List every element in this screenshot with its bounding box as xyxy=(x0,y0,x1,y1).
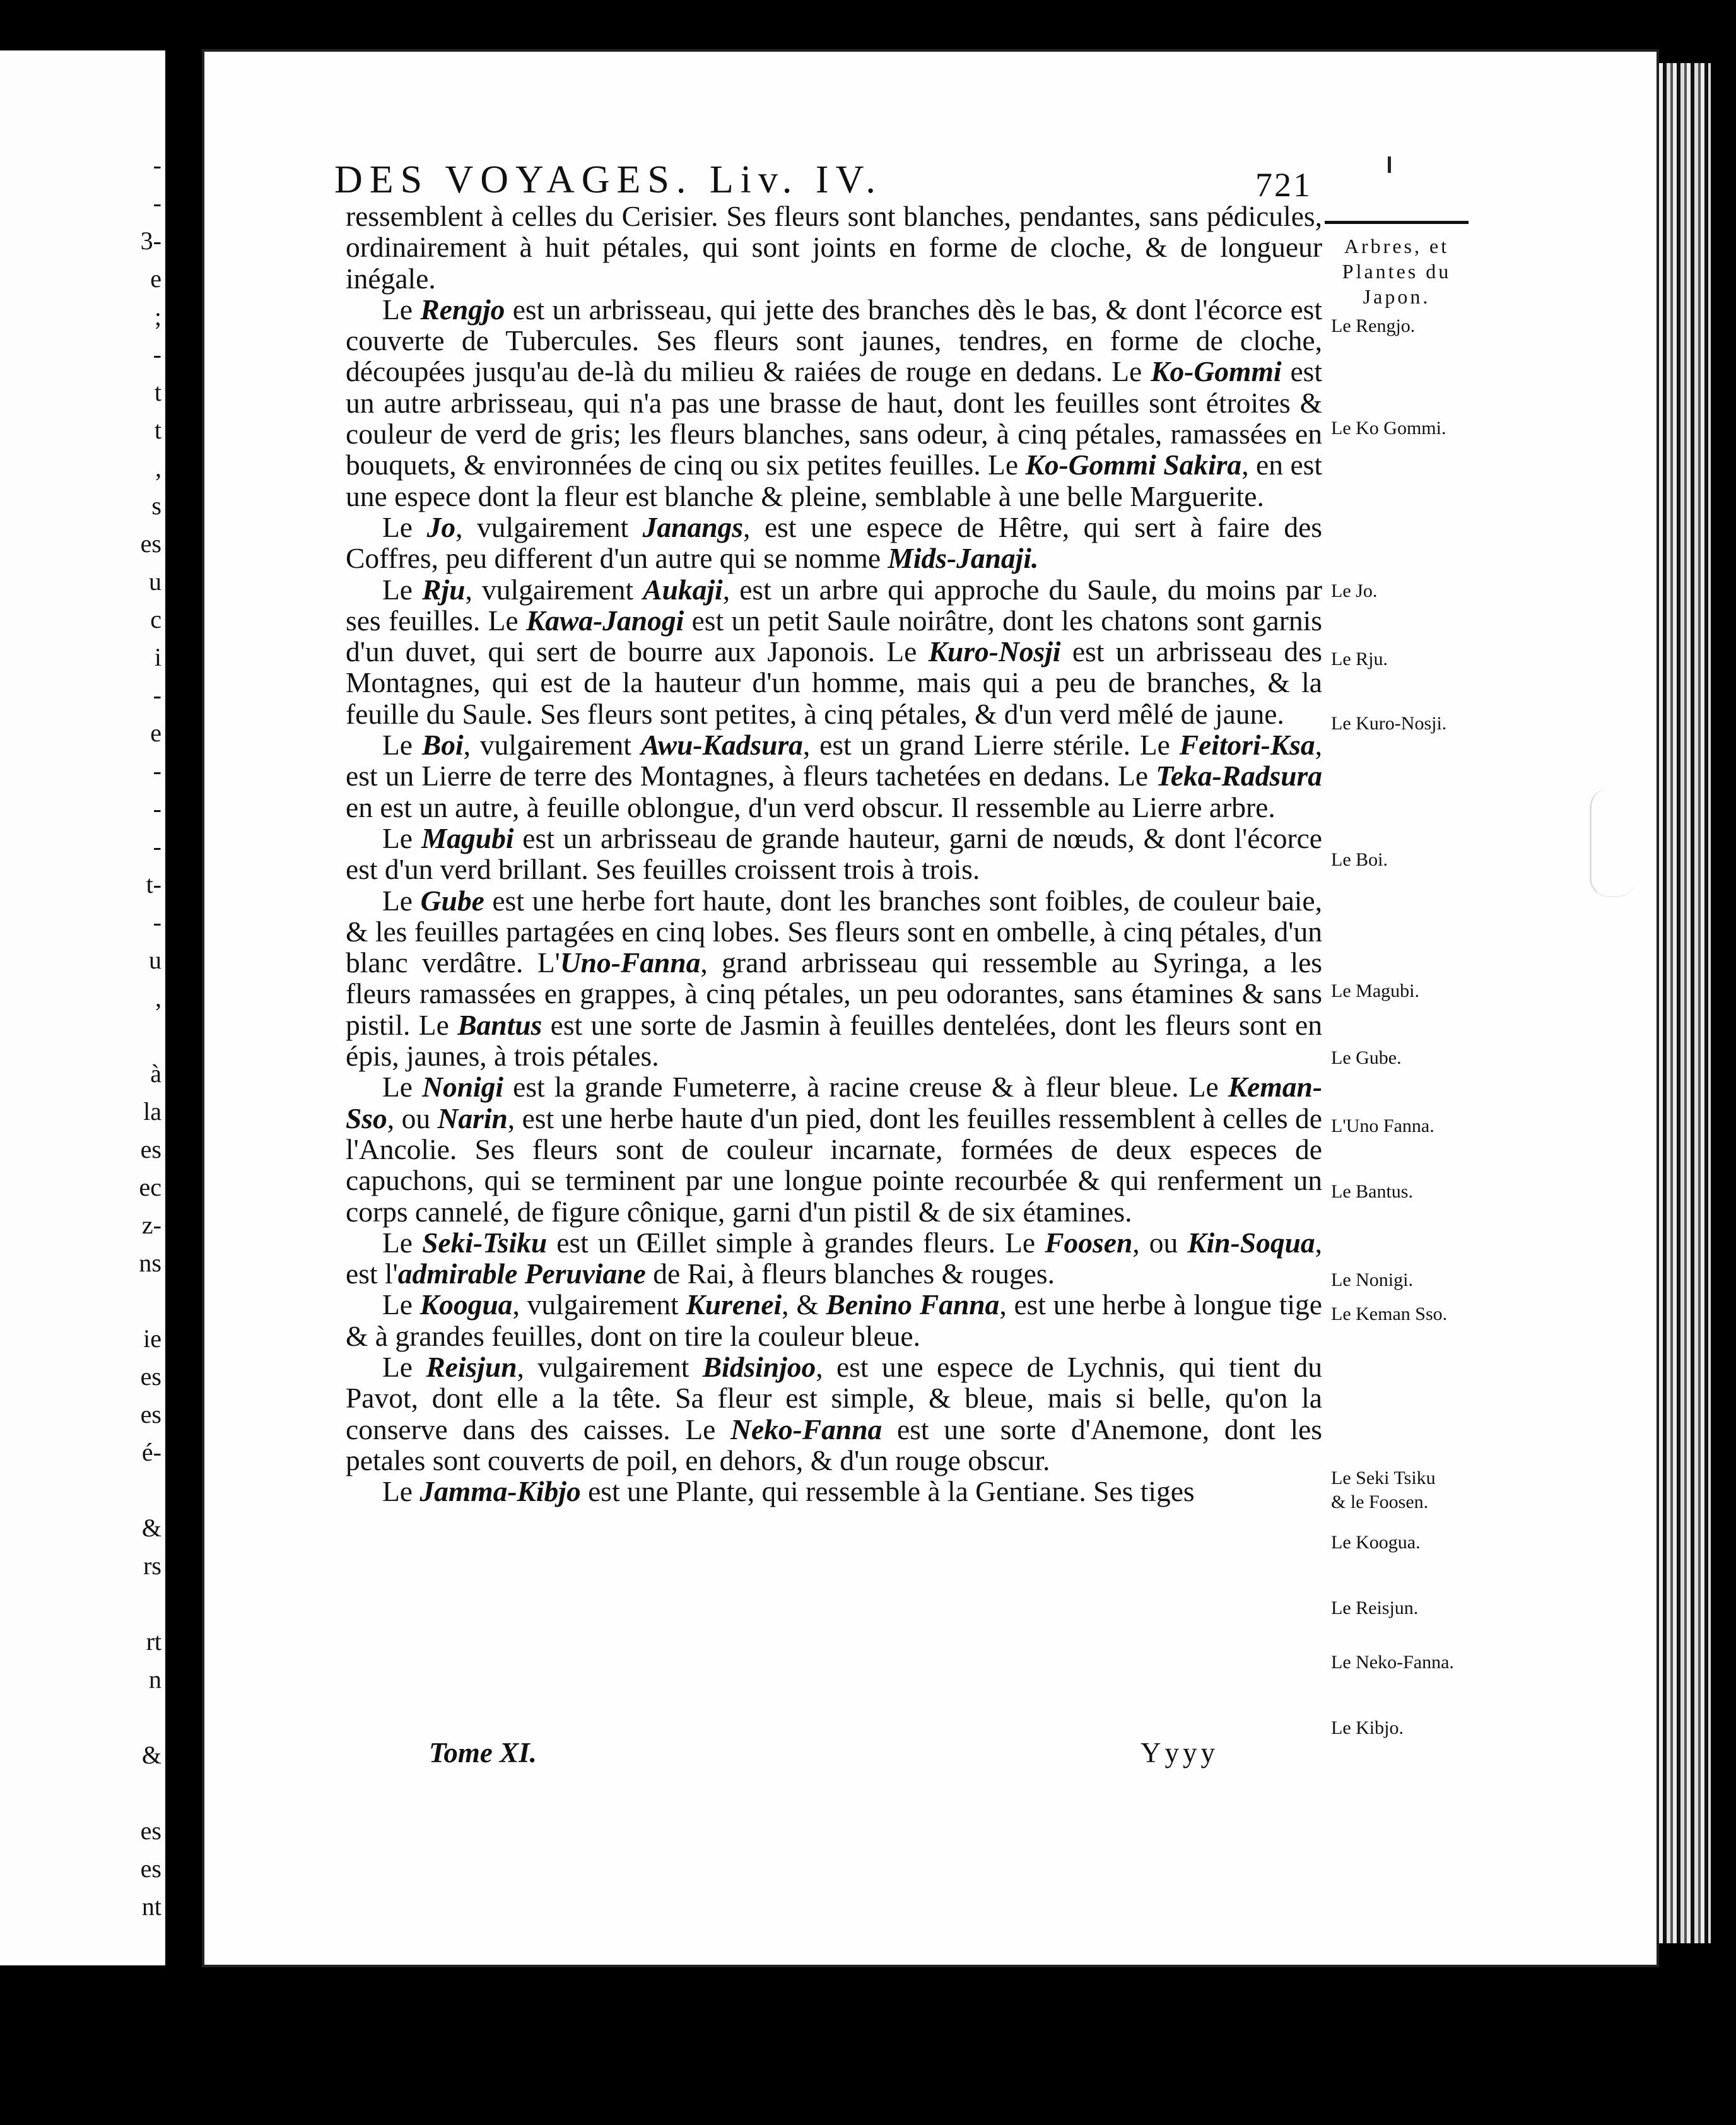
body-text xyxy=(346,201,1322,1507)
paragraph: Le Gube est une herbe fort haute, dont les branches sont foibles, de couleur baie, & les feuilles partagées en cinq lobes. Ses fleurs sont en ombelle, à cinq pétales, d'un blanc verdâtre. L'Uno-Fanna, grand arbrisseau qui ressemble au Syringa, a les fleurs ramassées en grappes, à cinq pétales, un peu odorantes, sans étamines & sans pistil. Le Bantus est une sorte de Jasmin à feuilles dentelées, dont les fleurs sont en épis, jaunes, à trois pétales. xyxy=(346,884,1323,1073)
margin-note: Le Rju. xyxy=(1331,649,1388,669)
margin-note: Le Bantus. xyxy=(1331,1181,1413,1202)
paragraph: Le Koogua, vulgairement Kurenei, & Benino Fanna, est une herbe à longue tige & à grandes feuilles, dont on tire la couleur bleue. xyxy=(346,1288,1322,1352)
facing-page-fragment: e xyxy=(150,264,161,293)
running-head: DES VOYAGES. Liv. IV. xyxy=(334,158,883,201)
facing-page-fragment: u xyxy=(149,946,161,974)
facing-page-fragment: - xyxy=(153,189,161,217)
facing-page-fragment: t xyxy=(154,416,161,444)
margin-note: Le Ko Gommi. xyxy=(1331,418,1446,439)
facing-page-fragment: & xyxy=(141,1514,161,1542)
facing-page-fragment: - xyxy=(153,151,161,179)
facing-page-fragment: 3- xyxy=(140,227,161,255)
paragraph: Le Rengjo est un arbrisseau, qui jette des branches dès le bas, & dont l'écorce est couverte de Tubercules. Ses fleurs sont jaunes, tendres, en forme de cloche, découpées jusqu'au de-là du milieu & raiées de rouge en dedans. Le Ko-Gommi est un autre arbrisseau, qui n'a pas une brasse de haut, dont les feuilles sont étroites & couleur de verd de gris; les fleurs blanches, sans odeur, à cinq pétales, ramassées en bouquets, & environnées de cinq ou six petites feuilles. Le Ko-Gommi Sakira, en est une espece dont la fleur est blanche & pleine, semblable à une belle Marguerite. xyxy=(346,293,1322,512)
paragraph: Le Boi, vulgairement Awu-Kadsura, est un grand Lierre stérile. Le Feitori-Ksa, est un Lierre de terre des Montagnes, à fleurs tachetées en dedans. Le Teka-Radsura en est un autre, à feuille oblongue, d'un verd obscur. Il ressemble au Lierre arbre. xyxy=(346,729,1322,823)
facing-page-fragment: , xyxy=(155,454,161,482)
margin-note: Le Koogua. xyxy=(1331,1532,1421,1553)
facing-page-fragment: - xyxy=(153,756,161,785)
facing-page-fragment: ec xyxy=(139,1173,161,1201)
paragraph: Le Magubi est un arbrisseau de grande hauteur, garni de nœuds, & dont l'écorce est d'un verd brillant. Ses feuilles croissent trois à trois. xyxy=(346,821,1322,886)
paragraph: Le Jo, vulgairement Janangs, est une espece de Hêtre, qui sert à faire des Coffres, peu different d'un autre qui se nomme Mids-Janaji. xyxy=(346,510,1323,575)
paragraph: Le Reisjun, vulgairement Bidsinjoo, est une espece de Lychnis, qui tient du Pavot, dont elle a la tête. Sa fleur est simple, & bleue, mais si belle, qu'on la conserve dans des caisses. Le Neko-Fanna est une sorte d'Anemone, dont les petales sont couverts de poil, en dehors, & d'un rouge obscur. xyxy=(346,1350,1322,1476)
side-heading: Arbres, et Plantes du Japon. xyxy=(1342,235,1452,308)
facing-page-fragment: à xyxy=(150,1059,161,1088)
paragraph: Le Nonigi est la grande Fumeterre, à racine creuse & à fleur bleue. Le Keman-Sso, ou Narin, est une herbe haute d'un pied, dont les feuilles ressemblent à celles de l'Ancolie. Ses fleurs sont de couleur incarnate, formées de deux especes de capuchons, qui se terminent par une longue pointe recourbée & qui renferment un corps cannelé, de figure cônique, garni d'un pistil & de six étamines. xyxy=(346,1071,1323,1228)
facing-page-fragment: es xyxy=(140,1135,161,1163)
margin-note: L'Uno Fanna. xyxy=(1331,1115,1434,1136)
margin-note: Le Jo. xyxy=(1331,580,1378,601)
margin-note: Le Neko-Fanna. xyxy=(1331,1652,1454,1673)
facing-page-fragment: t xyxy=(154,378,161,406)
gutter xyxy=(165,0,202,2125)
margin-note: Le Magubi. xyxy=(1331,980,1419,1001)
ink-mark xyxy=(1388,156,1391,173)
facing-page-fragment: es xyxy=(140,1816,161,1845)
facing-page-fragment: es xyxy=(140,1362,161,1391)
facing-page-fragment: & xyxy=(141,1741,161,1769)
facing-page-fragment: rt xyxy=(146,1627,161,1656)
facing-page-fragment: , xyxy=(155,984,161,1012)
facing-page-fragment: - xyxy=(153,794,161,823)
paragraph: ressemblent à celles du Cerisier. Ses fleurs sont blanches, pendantes, sans pédicules, ordinairement à huit pétales, qui sont joints en forme de cloche, & de longueur inégale. xyxy=(346,200,1322,295)
facing-page-fragment: ; xyxy=(154,302,161,331)
facing-page-fragment: rs xyxy=(143,1551,161,1580)
facing-page-fragment: s xyxy=(151,492,161,520)
margin-note: Le Nonigi. xyxy=(1331,1269,1413,1290)
page-number: 721 xyxy=(1255,166,1312,204)
facing-page-fragment: z- xyxy=(141,1211,161,1239)
facing-page-fragment: i xyxy=(154,643,161,671)
facing-page-fragment: é- xyxy=(141,1438,161,1466)
facing-page-fragment: ie xyxy=(143,1324,161,1353)
margin-note: Le Gube. xyxy=(1331,1047,1402,1068)
facing-page-fragment: - xyxy=(153,340,161,368)
footer-tome: Tome XI. xyxy=(429,1737,537,1769)
show-through-mark xyxy=(1590,789,1636,897)
facing-page-fragment: - xyxy=(153,908,161,936)
paragraph: Le Jamma-Kibjo est une Plante, qui ressemble à la Gentiane. Ses tiges xyxy=(382,1475,1195,1508)
facing-page-strip xyxy=(0,50,165,1965)
facing-page-fragment: c xyxy=(150,605,161,633)
facing-page-fragment: t- xyxy=(146,870,161,898)
facing-page-fragment: - xyxy=(153,681,161,709)
margin-note: Le Kuro-Nosji. xyxy=(1331,713,1447,734)
facing-page-fragment: la xyxy=(143,1097,161,1126)
facing-page-fragment: es xyxy=(140,1400,161,1428)
facing-page-fragment: es xyxy=(140,529,161,558)
paragraph: Le Rju, vulgairement Aukaji, est un arbre qui approche du Saule, du moins par ses feuilles. Le Kawa-Janogi est un petit Saule noirâtre, dont les chatons sont garnis d'un duvet, qui sert de bourre aux Japonois. Le Kuro-Nosji est un arbrisseau des Montagnes, qui est de la hauteur d'un homme, mais qui a peu de branches, & la feuille du Saule. Ses fleurs sont petites, à cinq pétales, & d'un verd mêlé de jaune. xyxy=(346,573,1323,730)
facing-page-fragment: n xyxy=(149,1665,161,1693)
header-rule xyxy=(1325,221,1469,224)
margin-note: Le Reisjun. xyxy=(1331,1598,1419,1618)
facing-page-fragment: u xyxy=(149,567,161,596)
facing-page-fragment: ns xyxy=(139,1249,161,1277)
margin-note: Le Boi. xyxy=(1331,849,1388,870)
facing-page-fragment: nt xyxy=(141,1892,161,1921)
margin-note: Le Rengjo. xyxy=(1331,315,1416,336)
facing-page-fragment: - xyxy=(153,832,161,861)
paragraph: Le Seki-Tsiku est un Œillet simple à grandes fleurs. Le Foosen, ou Kin-Soqua, est l'admirable Peruviane de Rai, à fleurs blanches & rouges. xyxy=(346,1226,1322,1290)
margin-note: Le Seki Tsiku xyxy=(1331,1468,1436,1488)
margin-note: Le Keman Sso. xyxy=(1331,1304,1448,1324)
margin-note: & le Foosen. xyxy=(1331,1492,1429,1512)
signature-mark: Yyyy xyxy=(1141,1737,1219,1769)
margin-note: Le Kibjo. xyxy=(1331,1717,1404,1738)
facing-page-fragment: es xyxy=(140,1854,161,1883)
facing-page-fragment: e xyxy=(150,719,161,747)
